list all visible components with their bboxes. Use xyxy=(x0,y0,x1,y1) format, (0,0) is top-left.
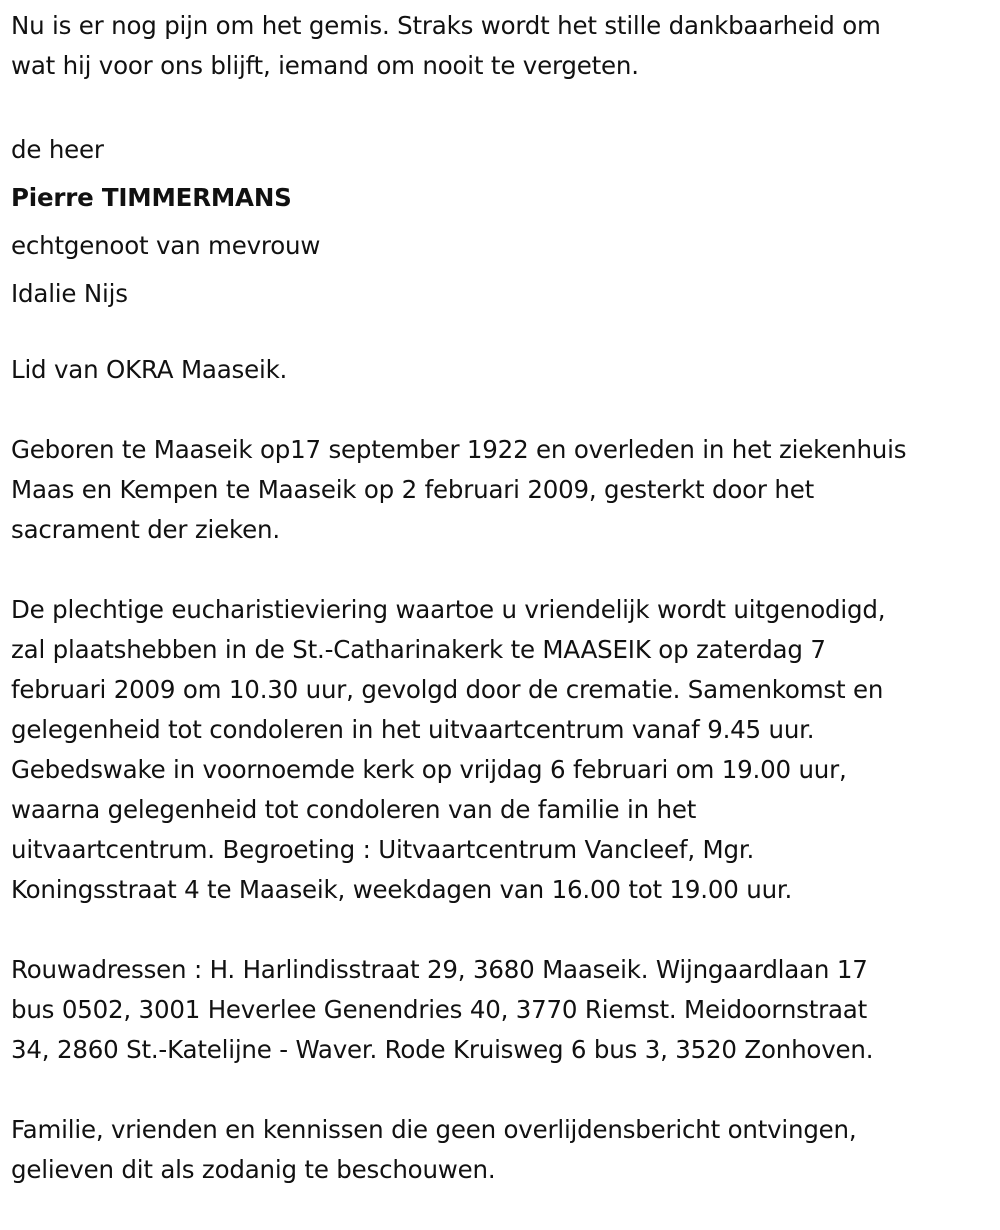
addresses-paragraph: Rouwadressen : H. Harlindisstraat 29, 3680 Maaseik. Wijngaardlaan 17 bus 0502, 3001 Heverlee Genendries 40, 3770 Riemst. Meidoornstraat 34, 2860 St.-Katelijne - Waver. Rode Kruisweg 6 bus 3, 3520 Zonhoven. xyxy=(11,955,874,1064)
title-line: de heer xyxy=(11,135,104,164)
ceremony-paragraph: De plechtige eucharistieviering waartoe u vriendelijk wordt uitgenodigd, zal plaatshebben in de St.-Catharinakerk te MAASEIK op zaterdag 7 februari 2009 om 10.30 uur, gevolgd door de crematie. Samenkomst en gelegenheid tot condoleren in het uitvaartcentrum vanaf 9.45 uur. Gebedswake in voornoemde kerk op vrijdag 6 februari om 19.00 uur, waarna gelegenheid tot condoleren van de familie in het uitvaartcentrum. Begroeting : Uitvaartcentrum Vancleef, Mgr. Koningsstraat 4 te Maaseik, weekdagen van 16.00 tot 19.00 uur. xyxy=(11,595,886,904)
birth-death-paragraph: Geboren te Maaseik op17 september 1922 en overleden in het ziekenhuis Maas en Kempen te Maaseik op 2 februari 2009, gesterkt door het sacrament der zieken. xyxy=(11,435,907,544)
obituary-document xyxy=(11,6,996,1230)
closing-paragraph: Familie, vrienden en kennissen die geen overlijdensbericht ontvingen, gelieven dit als zodanig te beschouwen. xyxy=(11,1115,857,1184)
deceased-name: Pierre TIMMERMANS xyxy=(11,183,292,212)
membership-paragraph: Lid van OKRA Maaseik. xyxy=(11,355,288,384)
spacer xyxy=(11,318,996,350)
intro-paragraph: Nu is er nog pijn om het gemis. Straks wordt het stille dankbaarheid om wat hij voor ons blijft, iemand om nooit te vergeten. xyxy=(11,11,881,80)
spouse-name: Idalie Nijs xyxy=(11,279,128,308)
spouse-label: echtgenoot van mevrouw xyxy=(11,231,321,260)
